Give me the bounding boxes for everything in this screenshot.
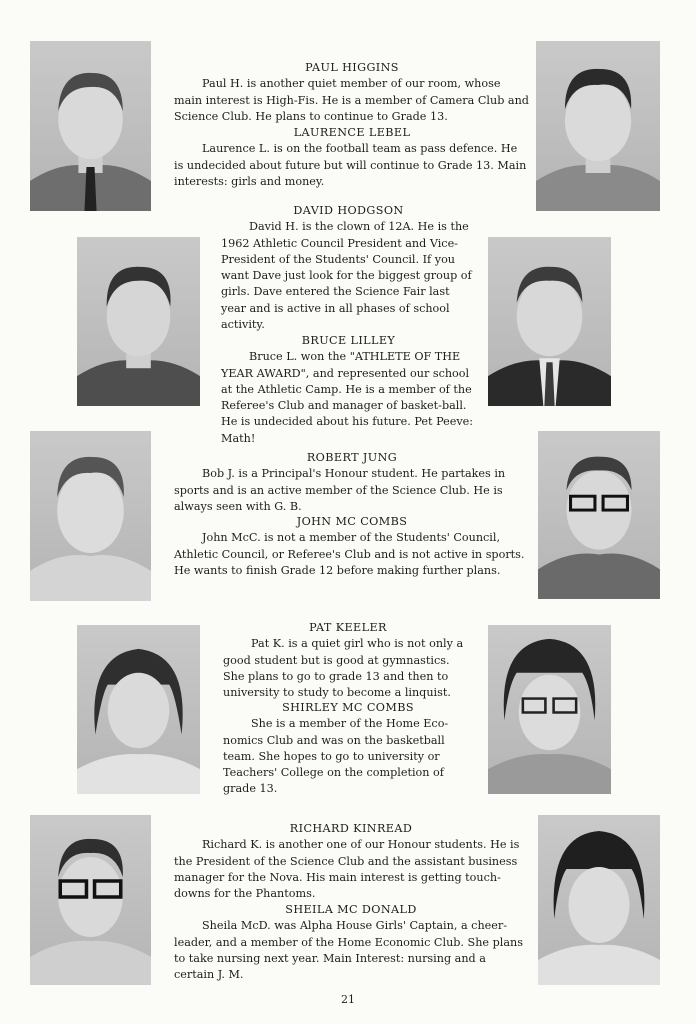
entry-paul-higgins xyxy=(174,60,530,125)
student-name: SHEILA MC DONALD xyxy=(285,903,417,916)
student-name: RICHARD KINREAD xyxy=(289,822,413,835)
portrait-bruce-lilley xyxy=(488,237,611,406)
student-bio: She is a member of the Home Eco-nomics Club and was on the basketball team. She hopes to go to university or Teachers' College on the completion of grade 13. xyxy=(223,717,449,796)
student-name: DAVID HODGSON xyxy=(293,204,404,217)
student-bio: Pat K. is a quiet girl who is not only a good student but is good at gymnastics. She plans to go to grade 13 and then to university to study to become a linquist. xyxy=(223,637,464,700)
entry-shirley-mc-combs xyxy=(223,700,473,798)
student-name: LAURENCE LEBEL xyxy=(293,126,411,139)
entry-laurence-lebel xyxy=(174,125,530,190)
student-name: PAUL HIGGINS xyxy=(305,61,399,74)
student-bio: Bruce L. won the "ATHLETE OF THE YEAR AWARD", and represented our school at the Athletic Camp. He is a member of the Referee's Club and manager of basket-ball. He is undecided about his future. Pet Peeve: Math! xyxy=(221,350,474,445)
student-name: BRUCE LILLEY xyxy=(301,334,396,347)
entry-john-mc-combs xyxy=(174,514,530,579)
student-name: ROBERT JUNG xyxy=(306,451,398,464)
portrait-sheila-mc-donald xyxy=(538,815,660,985)
student-name: JOHN MC COMBS xyxy=(296,515,408,528)
entry-bruce-lilley xyxy=(221,333,476,447)
entry-david-hodgson xyxy=(221,203,476,333)
portrait-paul-higgins xyxy=(30,41,151,211)
portrait-laurence-lebel xyxy=(536,41,660,211)
portrait-david-hodgson xyxy=(77,237,200,406)
entry-robert-jung xyxy=(174,450,530,515)
student-bio: Sheila McD. was Alpha House Girls' Captain, a cheer-leader, and a member of the Home Economic Club. She plans to take nursing next year. Main Interest: nursing and a certain J. M. xyxy=(174,919,523,982)
portrait-shirley-mc-combs xyxy=(488,625,611,794)
student-bio: Bob J. is a Principal's Honour student. He partakes in sports and is an active member of the Science Club. He is always seen with G. B. xyxy=(174,467,506,513)
student-bio: John McC. is not a member of the Students' Council, Athletic Council, or Referee's Club and is not active in sports. He wants to finish Grade 12 before making further plans. xyxy=(174,531,525,577)
portrait-john-mc-combs xyxy=(538,431,660,599)
student-bio: Paul H. is another quiet member of our room, whose main interest is High-Fis. He is a member of Camera Club and Science Club. He plans to continue to Grade 13. xyxy=(174,77,529,123)
page-number: 21 xyxy=(341,993,355,1006)
student-bio: David H. is the clown of 12A. He is the 1962 Athletic Council President and Vice-President of the Students' Council. If you want Dave just look for the biggest group of girls. Dave entered the Science Fair last year and is active in all phases of school activity. xyxy=(221,220,472,332)
portrait-pat-keeler xyxy=(77,625,200,794)
entry-richard-kinread xyxy=(174,821,528,902)
portrait-richard-kinread xyxy=(30,815,151,985)
entry-sheila-mc-donald xyxy=(174,902,528,983)
entry-pat-keeler xyxy=(223,620,473,701)
student-name: SHIRLEY MC COMBS xyxy=(282,701,414,714)
student-bio: Richard K. is another one of our Honour students. He is the President of the Science Club and the assistant business manager for the Nova. His main interest is getting touch-downs for the Phantoms. xyxy=(174,838,520,901)
student-name: PAT KEELER xyxy=(309,621,387,634)
portrait-robert-jung xyxy=(30,431,151,601)
student-bio: Laurence L. is on the football team as pass defence. He is undecided about future but will continue to Grade 13. Main interests: girls and money. xyxy=(174,142,527,188)
